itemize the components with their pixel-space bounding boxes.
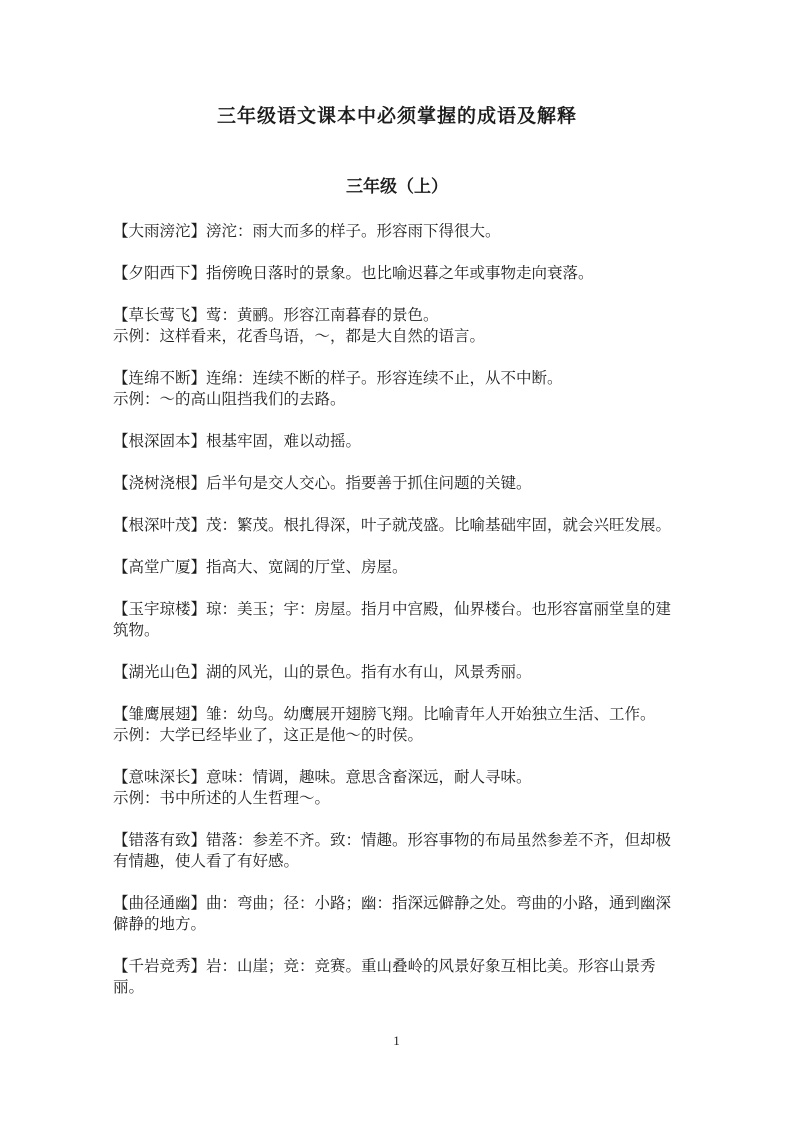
idiom-entry (113, 368, 681, 410)
idiom-term: 【大雨滂沱】 (113, 223, 207, 240)
idiom-term: 【草长莺飞】 (113, 307, 207, 324)
idiom-definition: 莺：黄鹂。形容江南暮春的景色。 (206, 307, 439, 324)
idiom-entry (113, 473, 681, 494)
idiom-entry (113, 893, 681, 935)
idiom-example: 示例：书中所述的人生哲理～。 (113, 790, 331, 807)
idiom-term: 【连绵不断】 (113, 370, 207, 387)
idiom-term: 【雏鹰展翅】 (113, 706, 207, 723)
idiom-term: 【错落有致】 (113, 832, 207, 849)
idiom-definition: 茂：繁茂。根扎得深，叶子就茂盛。比喻基础牢固，就会兴旺发展。 (206, 517, 672, 534)
idiom-list (113, 221, 681, 998)
idiom-definition: 滂沱：雨大而多的样子。形容雨下得很大。 (206, 223, 501, 240)
idiom-entry (113, 662, 681, 683)
idiom-definition: 岩：山崖；竞：竞赛。重山叠岭的风景好象互相比美。形容山景秀丽。 (113, 958, 656, 996)
idiom-term: 【曲径通幽】 (113, 895, 207, 912)
idiom-term: 【高堂广厦】 (113, 559, 207, 576)
section-heading: 三年级（上） (346, 177, 448, 196)
idiom-entry (113, 956, 681, 998)
idiom-definition: 曲：弯曲；径：小路；幽：指深远僻静之处。弯曲的小路，通到幽深僻静的地方。 (113, 895, 672, 933)
idiom-term: 【千岩竞秀】 (113, 958, 207, 975)
idiom-definition: 指傍晚日落时的景象。也比喻迟暮之年或事物走向衰落。 (206, 265, 594, 282)
idiom-term: 【根深固本】 (113, 433, 207, 450)
idiom-example: 示例：大学已经毕业了，这正是他～的时侯。 (113, 727, 424, 744)
idiom-entry (113, 767, 681, 809)
idiom-definition: 错落：参差不齐。致：情趣。形容事物的布局虽然参差不齐，但却极有情趣，使人看了有好感。 (113, 832, 672, 870)
idiom-term: 【根深叶茂】 (113, 517, 207, 534)
idiom-term: 【湖光山色】 (113, 664, 207, 681)
idiom-entry (113, 599, 681, 641)
idiom-entry (113, 704, 681, 746)
idiom-definition: 后半句是交人交心。指要善于抓住问题的关键。 (206, 475, 532, 492)
idiom-term: 【浇树浇根】 (113, 475, 207, 492)
idiom-definition: 雏：幼鸟。幼鹰展开翅膀飞翔。比喻青年人开始独立生活、工作。 (206, 706, 656, 723)
idiom-entry (113, 515, 681, 536)
idiom-term: 【夕阳西下】 (113, 265, 207, 282)
idiom-definition: 指高大、宽阔的厅堂、房屋。 (206, 559, 408, 576)
page-number: 1 (393, 1033, 400, 1048)
document-title: 三年级语文课本中必须掌握的成语及解释 (216, 106, 577, 127)
idiom-entry (113, 221, 681, 242)
idiom-entry (113, 431, 681, 452)
idiom-definition: 意味：情调，趣味。意思含畜深远，耐人寻味。 (206, 769, 532, 786)
idiom-definition: 根基牢固，难以动摇。 (206, 433, 362, 450)
idiom-entry (113, 557, 681, 578)
idiom-example: 示例：这样看来，花香鸟语，～，都是大自然的语言。 (113, 328, 486, 345)
idiom-entry (113, 305, 681, 347)
idiom-definition: 连绵：连续不断的样子。形容连续不止，从不中断。 (206, 370, 563, 387)
idiom-definition: 琼：美玉；宇：房屋。指月中宫殿，仙界楼台。也形容富丽堂皇的建筑物。 (113, 601, 672, 639)
idiom-term: 【玉宇琼楼】 (113, 601, 207, 618)
idiom-entry (113, 263, 681, 284)
idiom-entry (113, 830, 681, 872)
idiom-term: 【意味深长】 (113, 769, 207, 786)
idiom-example: 示例：～的高山阻挡我们的去路。 (113, 391, 346, 408)
idiom-definition: 湖的风光，山的景色。指有水有山，风景秀丽。 (206, 664, 532, 681)
